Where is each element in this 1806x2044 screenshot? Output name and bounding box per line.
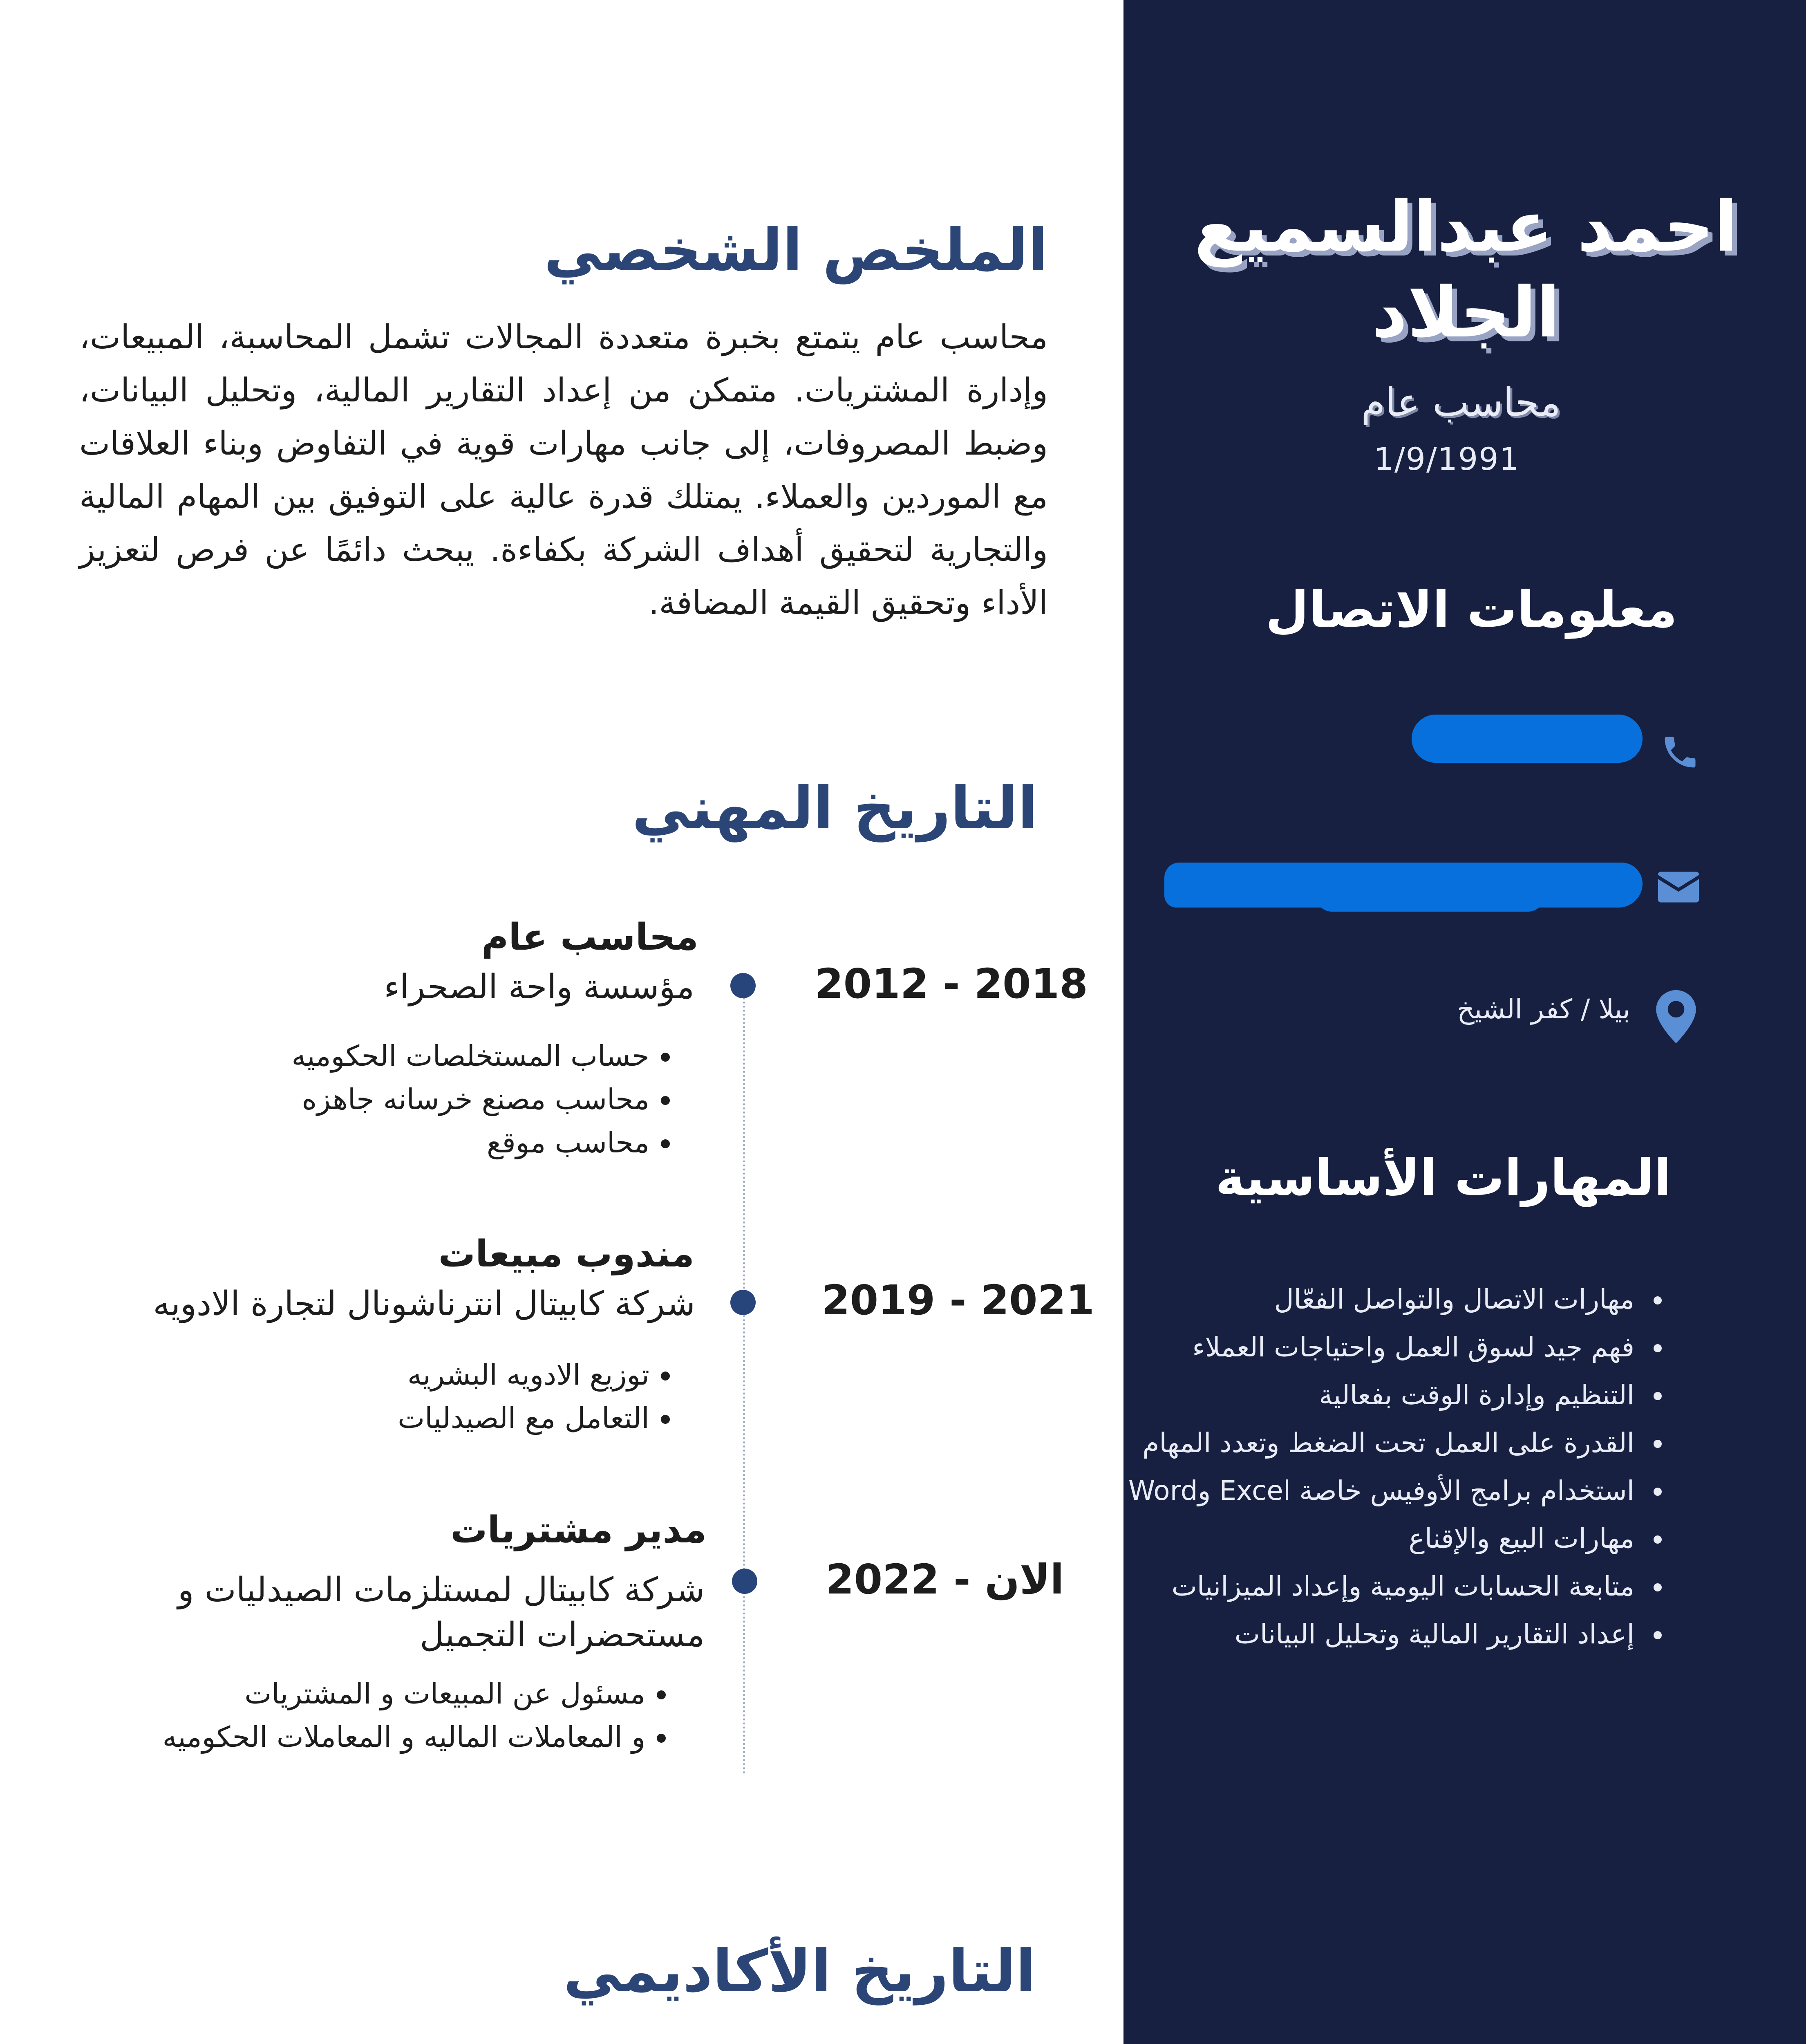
mail-icon (1658, 871, 1699, 905)
birth-date: 1/9/1991 (1374, 441, 1520, 477)
location-text: بيلا / كفر الشيخ (1457, 993, 1630, 1025)
duty-item: • حساب المستخلصات الحكوميه (292, 1034, 649, 1078)
location-pin-icon (1656, 990, 1696, 1045)
job-role: مندوب مبيعات (438, 1233, 694, 1275)
education-heading: التاريخ الأكاديمي (563, 1938, 1036, 2005)
redacted-email-overlap (1316, 879, 1544, 912)
summary-text: محاسب عام يتمتع بخبرة متعددة المجالات تشمل المحاسبة، المبيعات، وإدارة المشتريات. متمكن من إعداد التقارير المالية، وتحليل البيانات، وضبط المصروفات، إلى جانب مهارات قوية في التفاوض وبناء العلاقات مع الموردين والعملاء. يمتلك قدرة عالية على التوفيق بين المهام المالية والتجارية لتحقيق أهداف الشركة بكفاءة. يبحث دائمًا عن فرص لتعزيز الأداء وتحقيق القيمة المضافة. (79, 318, 1048, 622)
timeline-dot (730, 1290, 756, 1315)
job-role: محاسب عام (481, 916, 698, 959)
sidebar (1123, 0, 1806, 2044)
redacted-phone-number (1412, 715, 1643, 763)
skill-item: • مهارات الاتصال والتواصل الفعّال (1123, 1275, 1643, 1323)
duty-item: • و المعاملات الماليه و المعاملات الحكوميه (163, 1715, 645, 1759)
career-heading: التاريخ المهني (632, 775, 1038, 842)
timeline-line (743, 989, 745, 1774)
skills-heading: المهارات الأساسية (1215, 1149, 1671, 1207)
job-dates: 2012 - 2018 (815, 960, 1088, 1008)
job-company: شركة كابيتال لمستلزمات الصيدليات و مستحضرات التجميل (177, 1571, 705, 1654)
skill-item: • متابعة الحسابات اليومية وإعداد الميزانيات (1123, 1562, 1643, 1610)
job-dates: 2022 - الان (826, 1555, 1064, 1603)
skill-item: • التنظيم وإدارة الوقت بفعالية (1123, 1371, 1643, 1419)
duty-item: • التعامل مع الصيدليات (398, 1396, 649, 1440)
job-duties (398, 1353, 686, 1440)
skill-item: • مهارات البيع والإقناع (1123, 1515, 1643, 1562)
summary-heading: الملخص الشخصي (544, 217, 1048, 284)
timeline-dot (730, 973, 756, 998)
job-dates: 2019 - 2021 (821, 1276, 1094, 1324)
job-duties (163, 1672, 682, 1759)
skill-item: • إعداد التقارير المالية وتحليل البيانات (1123, 1610, 1643, 1658)
job-duties (292, 1034, 686, 1164)
person-name: احمد عبدالسميع الجلاد (1194, 186, 1738, 353)
contact-heading: معلومات الاتصال (1265, 580, 1677, 639)
job-company: مؤسسة واحة الصحراء (384, 968, 694, 1006)
duty-item: • محاسب مصنع خرسانه جاهزه (292, 1078, 649, 1121)
skill-item: • استخدام برامج الأوفيس خاصة Excel وWord (1123, 1467, 1643, 1515)
job-role: مدير مشتريات (450, 1508, 707, 1551)
duty-item: • توزيع الادويه البشريه (398, 1353, 649, 1396)
skill-item: • فهم جيد لسوق العمل واحتياجات العملاء (1123, 1323, 1643, 1371)
timeline-dot (732, 1569, 757, 1594)
job-company: شركة كابيتال انترناشونال لتجارة الادويه (153, 1284, 695, 1323)
job-title: محاسب عام (1361, 380, 1561, 425)
duty-item: • مسئول عن المبيعات و المشتريات (163, 1672, 645, 1715)
skill-item: • القدرة على العمل تحت الضغط وتعدد المهام (1123, 1419, 1643, 1467)
skills-list (1123, 1275, 1679, 1658)
phone-icon (1660, 732, 1701, 774)
duty-item: • محاسب موقع (292, 1121, 649, 1164)
